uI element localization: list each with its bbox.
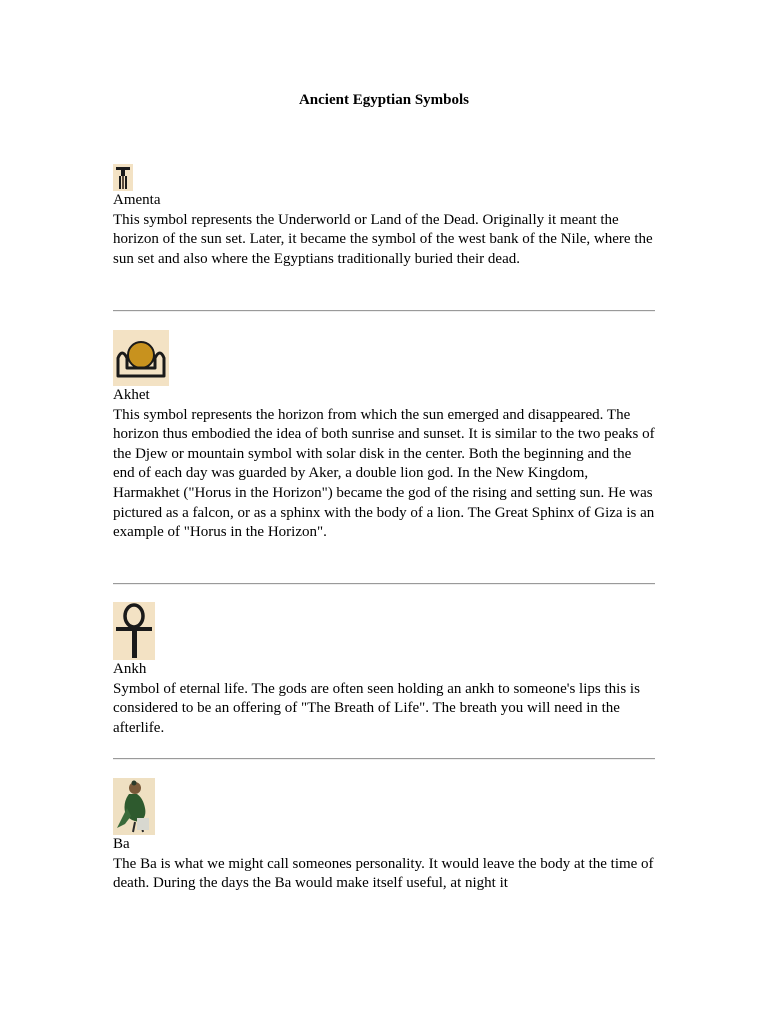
entry-description: Symbol of eternal life. The gods are often seen holding an ankh to someone's lips this is considered to be an offering of "The Breath of Life". The breath you will need in the afterlife. [113, 680, 640, 736]
entry-ba [113, 778, 655, 894]
entry-name: Ba [113, 836, 130, 852]
entry-akhet [113, 330, 655, 543]
entry-name: Akhet [113, 387, 150, 403]
divider [113, 583, 655, 585]
akhet-glyph-icon [113, 330, 169, 386]
entry-amenta [113, 164, 655, 269]
entry-ankh [113, 602, 655, 738]
page-title: Ancient Egyptian Symbols [298, 92, 470, 108]
entry-description: This symbol represents the horizon from which the sun emerged and disappeared. The horizon thus embodied the idea of both sunrise and sunset. It is similar to the two peaks of the Djew or mountain symbol with solar disk in the center. Both the beginning and the end of each day was guarded by Aker, a double lion god. In the New Kingdom, Harmakhet ("Horus in the Horizon") became the god of the rising and setting sun. He was pictured as a falcon, or as a sphinx with the body of a lion. The Great Sphinx of Giza is an example of "Horus in the Horizon". [113, 406, 655, 541]
divider [113, 310, 655, 312]
entry-name: Ankh [113, 661, 147, 677]
divider [113, 758, 655, 760]
entry-description: The Ba is what we might call someones personality. It would leave the body at the time of death. During the days the Ba would make itself useful, at night it [113, 855, 654, 892]
amenta-glyph-icon [113, 164, 133, 191]
entry-description: This symbol represents the Underworld or Land of the Dead. Originally it meant the horizon of the sun set. Later, it became the symbol of the west bank of the Nile, where the sun set and also where the Egyptians traditionally buried their dead. [113, 211, 653, 267]
entry-name: Amenta [113, 192, 161, 208]
ba-bird-glyph-icon [113, 778, 155, 835]
ankh-glyph-icon [113, 602, 155, 660]
